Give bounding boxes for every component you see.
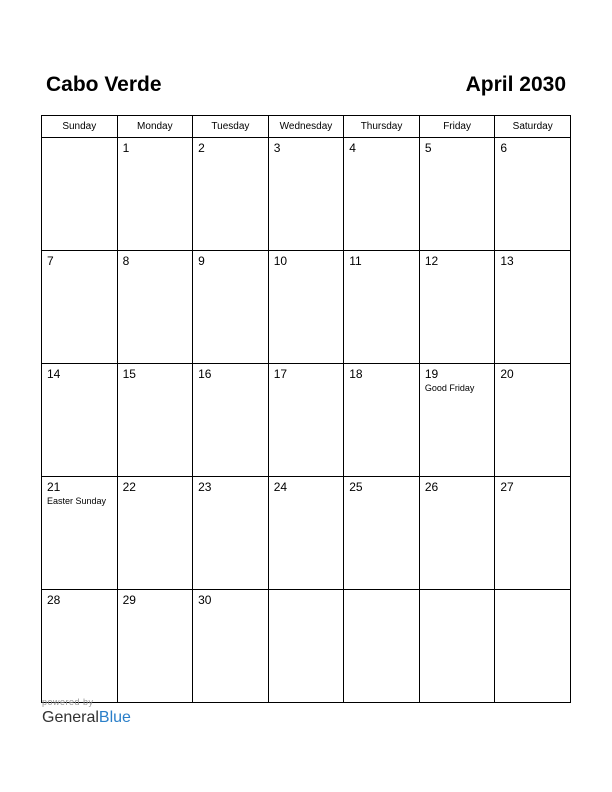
week-row [42, 364, 571, 477]
day-number: 15 [122, 367, 136, 381]
holiday-label: Good Friday [424, 383, 475, 393]
weekday-saturday: Saturday [495, 116, 571, 138]
day-cell [42, 590, 118, 703]
day-cell [193, 364, 269, 477]
day-cell [344, 251, 420, 364]
day-number: 22 [122, 480, 136, 494]
day-cell [344, 590, 420, 703]
day-cell [193, 477, 269, 590]
day-cell [42, 251, 118, 364]
day-number: 24 [273, 480, 288, 494]
day-cell [268, 251, 344, 364]
day-cell [193, 251, 269, 364]
logo-blue: Blue [98, 709, 131, 726]
day-number: 9 [198, 254, 205, 268]
day-number: 3 [273, 141, 281, 155]
day-cell [495, 590, 571, 703]
day-number: 27 [500, 480, 514, 494]
day-number: 18 [349, 367, 363, 381]
day-cell [193, 590, 269, 703]
day-cell [419, 251, 495, 364]
calendar-grid [41, 115, 571, 703]
day-cell [268, 138, 344, 251]
day-number: 7 [47, 254, 54, 268]
weekday-sunday: Sunday [42, 116, 118, 138]
day-cell [344, 138, 420, 251]
day-cell [193, 138, 269, 251]
day-cell [268, 590, 344, 703]
day-number: 10 [273, 254, 288, 268]
week-row [42, 138, 571, 251]
day-number: 30 [198, 593, 212, 607]
day-number: 14 [47, 367, 61, 381]
day-number: 5 [424, 141, 432, 155]
week-row [42, 477, 571, 590]
day-number: 6 [500, 141, 508, 155]
day-cell [42, 138, 118, 251]
weekday-friday: Friday [419, 116, 495, 138]
day-number: 20 [500, 367, 514, 381]
day-cell [419, 364, 495, 477]
day-number: 16 [198, 367, 212, 381]
day-cell [419, 477, 495, 590]
day-cell [117, 590, 193, 703]
day-number: 4 [349, 141, 356, 155]
day-cell [268, 364, 344, 477]
day-number: 21 [47, 480, 61, 494]
generalblue-logo [42, 708, 131, 728]
country-title: Cabo Verde [46, 73, 162, 96]
calendar-body [42, 138, 571, 703]
month-title: April 2030 [465, 73, 566, 96]
day-number: 25 [349, 480, 363, 494]
day-number: 8 [122, 254, 130, 268]
day-number: 11 [349, 254, 362, 268]
day-cell [495, 477, 571, 590]
day-cell [117, 364, 193, 477]
day-number: 28 [47, 593, 61, 607]
day-cell [495, 138, 571, 251]
day-cell [268, 477, 344, 590]
day-cell [419, 138, 495, 251]
footer [42, 696, 131, 728]
day-cell [495, 364, 571, 477]
day-cell [495, 251, 571, 364]
day-number: 23 [198, 480, 212, 494]
weekday-header-row [42, 116, 571, 138]
day-cell [344, 477, 420, 590]
day-number: 19 [424, 367, 439, 381]
calendar-header [46, 70, 566, 100]
day-cell [419, 590, 495, 703]
weekday-wednesday: Wednesday [268, 116, 344, 138]
day-cell [117, 477, 193, 590]
day-number: 17 [273, 367, 288, 381]
powered-by-text: powered by [42, 697, 94, 707]
day-cell [117, 251, 193, 364]
holiday-label: Easter Sunday [47, 496, 107, 506]
day-number: 1 [122, 141, 130, 155]
day-cell [42, 477, 118, 590]
day-cell [344, 364, 420, 477]
day-cell [117, 138, 193, 251]
day-number: 29 [122, 593, 136, 607]
weekday-monday: Monday [117, 116, 193, 138]
week-row [42, 251, 571, 364]
weekday-thursday: Thursday [344, 116, 420, 138]
day-number: 26 [424, 480, 439, 494]
weekday-tuesday: Tuesday [193, 116, 269, 138]
logo-general: General [42, 709, 99, 726]
day-number: 2 [198, 141, 205, 155]
week-row [42, 590, 571, 703]
day-number: 12 [424, 254, 439, 268]
day-cell [42, 364, 118, 477]
day-number: 13 [500, 254, 514, 268]
